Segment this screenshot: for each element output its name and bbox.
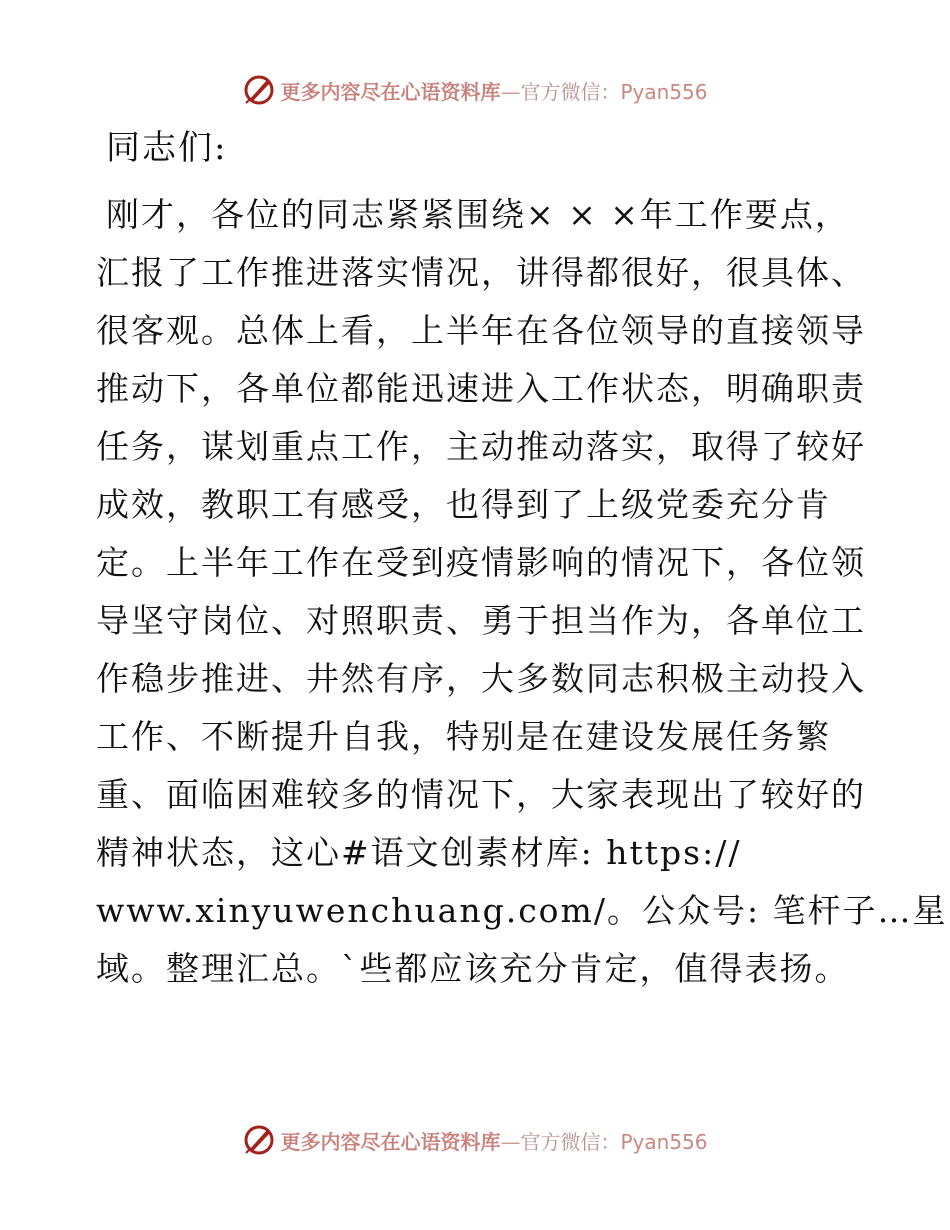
banner-wechat-label: 官方微信：	[520, 1129, 621, 1154]
banner-text	[280, 1126, 707, 1155]
salutation: 同志们:	[106, 128, 228, 168]
paragraph-line: 任务，谋划重点工作，主动推动落实，取得了较好	[96, 427, 866, 466]
quill-pen-logo-icon	[242, 1123, 276, 1157]
paragraph-line: 成效，教职工有感受，也得到了上级党委充分肯	[96, 485, 831, 524]
quill-pen-logo-icon	[242, 73, 276, 107]
paragraph-line: 很客观。总体上看，上半年在各位领导的直接领导	[96, 311, 866, 350]
paragraph-line: 域。整理汇总。`些都应该充分肯定，值得表扬。	[96, 949, 850, 988]
banner-dash: —	[500, 79, 521, 104]
banner-wechat-id: Pyan556	[620, 1129, 708, 1154]
paragraph-line: 作稳步推进、井然有序，大多数同志积极主动投入	[96, 659, 866, 698]
paragraph-line: www.xinyuwenchuang.com/。公众号: 笔杆子…星	[96, 891, 948, 930]
paragraph-line: 刚才，各位的同志紧紧围绕× × ×年工作要点，	[106, 195, 850, 234]
banner-library-text: 更多内容尽在心语资料库	[280, 1129, 501, 1154]
header-banner	[0, 70, 950, 110]
banner-dash: —	[500, 1129, 521, 1154]
banner-wechat-label: 官方微信：	[520, 79, 621, 104]
banner-library-text: 更多内容尽在心语资料库	[280, 79, 501, 104]
footer-banner	[0, 1120, 950, 1160]
paragraph	[96, 186, 948, 998]
paragraph-line: 导坚守岗位、对照职责、勇于担当作为，各单位工	[96, 601, 866, 640]
paragraph-line: 定。上半年工作在受到疫情影响的情况下，各位领	[96, 543, 866, 582]
paragraph-line: 推动下，各单位都能迅速进入工作状态，明确职责	[96, 369, 866, 408]
document-body	[96, 124, 948, 998]
banner-wechat-id: Pyan556	[620, 79, 708, 104]
banner-text	[280, 76, 707, 105]
paragraph-line: 工作、不断提升自我，特别是在建设发展任务繁	[96, 717, 831, 756]
paragraph-line: 重、面临困难较多的情况下，大家表现出了较好的	[96, 775, 866, 814]
paragraph-line: 精神状态，这心#语文创素材库: https://	[96, 833, 742, 872]
paragraph-line: 汇报了工作推进落实情况，讲得都很好，很具体、	[96, 253, 866, 292]
